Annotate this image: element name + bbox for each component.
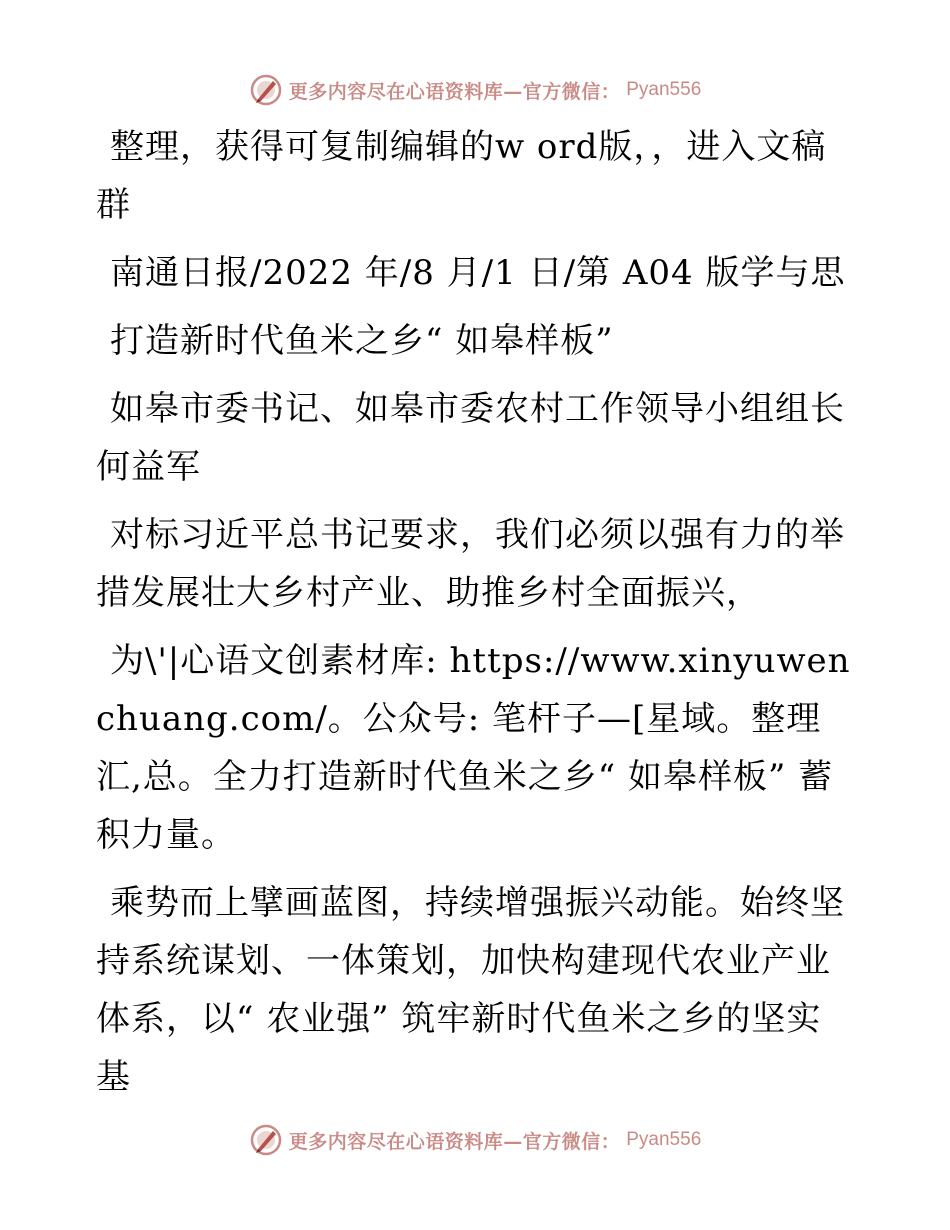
watermark-wechat-id: Pyan556 xyxy=(626,1129,702,1150)
document-body xyxy=(96,118,856,1116)
header-watermark-banner xyxy=(0,70,950,110)
watermark-text: 更多内容尽在心语资料库—官方微信： xyxy=(288,1130,621,1153)
paragraph-body-3: 乘势而上擘画蓝图，持续增强振兴动能。始终坚持系统谋划、一体策划，加快构建现代农业产业体系，以“ 农业强” 筑牢新时代鱼米之乡的坚实基 xyxy=(96,883,845,1097)
quill-pen-logo-icon xyxy=(249,1123,283,1157)
article-title: 打造新时代鱼米之乡“ 如皋样板” xyxy=(110,321,614,361)
paragraph-source: 南通日报/2022 年/8 月/1 日/第 A04 版学与思 xyxy=(110,253,846,293)
watermark-text: 更多内容尽在心语资料库—官方微信： xyxy=(288,80,621,103)
paragraph-body-1: 对标习近平总书记要求，我们必须以强有力的举措发展壮大乡村产业、助推乡村全面振兴， xyxy=(96,515,845,613)
article-author: 如皋市委书记、如皋市委农村工作领导小组组长何益军 xyxy=(96,389,845,487)
quill-pen-logo-icon xyxy=(249,73,283,107)
watermark-wechat-id: Pyan556 xyxy=(626,79,702,100)
paragraph-intro: 整理，获得可复制编辑的w ord版，，进入文稿群 xyxy=(96,127,827,225)
footer-watermark-banner xyxy=(0,1120,950,1160)
paragraph-body-2: 为\'|心语文创素材库: https://www.xinyuwenchuang.com/。公众号: 笔杆子—[星域。整理汇,总。全力打造新时代鱼米之乡“ 如皋样板” 蓄积力量。 xyxy=(96,641,851,855)
